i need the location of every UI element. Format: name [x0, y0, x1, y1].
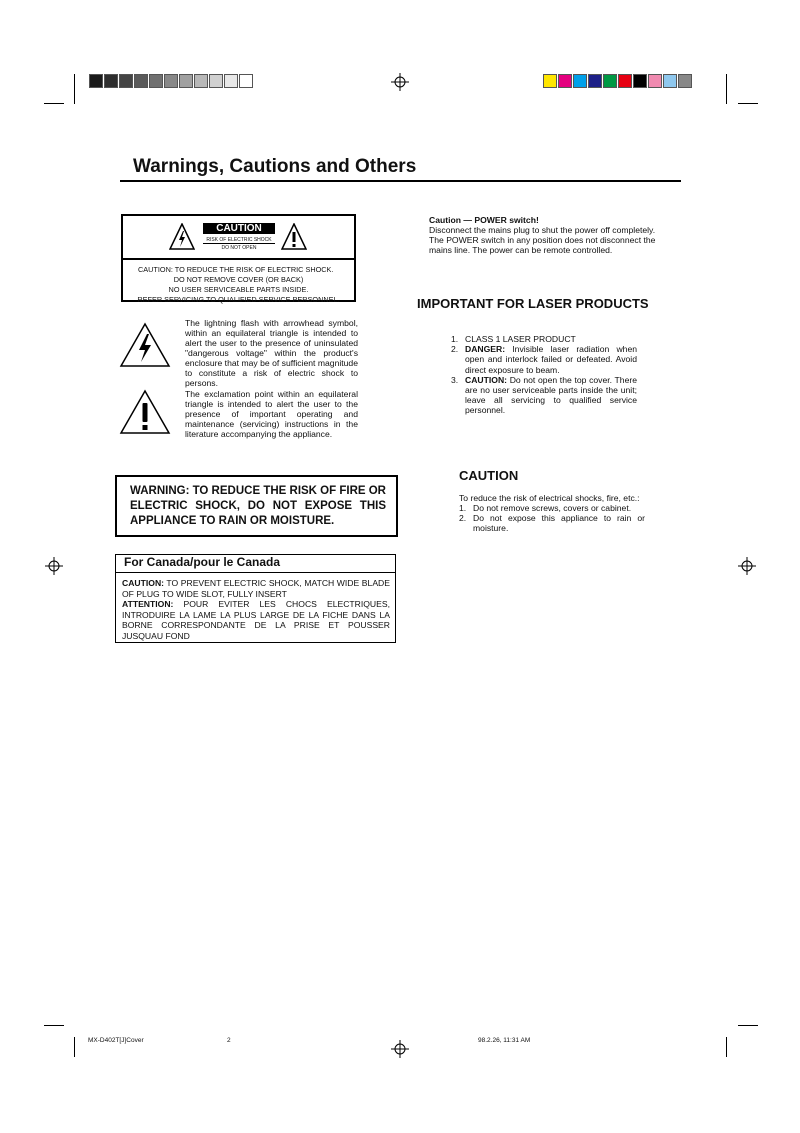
list-item [451, 344, 637, 375]
lightning-triangle-icon [169, 223, 195, 251]
exclamation-symbol-description: The exclamation point within an equilateral triangle is intended to alert the user to the presence of important operating and maintenance (servicing) instructions in the literature accompanying the appliance. [185, 389, 358, 439]
color-swatch [678, 74, 692, 88]
caution-list [459, 503, 645, 534]
list-number: 2. [459, 513, 467, 524]
color-swatch [119, 74, 133, 88]
list-item [459, 513, 645, 533]
caution-heading: CAUTION [459, 468, 519, 483]
caution-line: REFER SERVICING TO QUALIFIED SERVICE PERSONNEL. [137, 295, 340, 304]
canada-attention-label: ATTENTION: [122, 599, 174, 609]
color-swatch [648, 74, 662, 88]
power-switch-body: Disconnect the mains plug to shut the power off completely. The POWER switch in any position does not disconnect the mains line. The power can be remote controlled. [429, 225, 656, 256]
color-swatch [633, 74, 647, 88]
color-swatch [558, 74, 572, 88]
crop-mark [74, 74, 75, 104]
color-swatch [618, 74, 632, 88]
page-title: Warnings, Cautions and Others [133, 156, 417, 177]
list-item [451, 375, 637, 416]
list-number: 1. [451, 334, 459, 344]
lightning-triangle-icon [119, 322, 171, 368]
exclamation-triangle-icon [281, 223, 307, 251]
color-swatch [179, 74, 193, 88]
exclamation-triangle-icon [119, 389, 171, 435]
laser-list [451, 334, 637, 416]
crop-mark [738, 103, 758, 104]
footer-date: 98.2.26, 11:31 AM [478, 1037, 531, 1044]
color-swatch [588, 74, 602, 88]
canada-body [122, 578, 390, 641]
color-swatch [603, 74, 617, 88]
canada-caution-text: TO PREVENT ELECTRIC SHOCK, MATCH WIDE BLADE OF PLUG TO WIDE SLOT, FULLY INSERT [122, 578, 390, 599]
list-item-text: CLASS 1 LASER PRODUCT [465, 334, 576, 344]
crop-mark [44, 1025, 64, 1026]
lightning-symbol-description: The lightning flash with arrowhead symbol, within an equilateral triangle is intended to alert the user to the presence of uninsulated "dangerous voltage" within the product's enclosure that may be of sufficient magnitude to constitute a risk of electric shock to persons. [185, 318, 358, 388]
color-swatch [164, 74, 178, 88]
footer-filename: MX-D402T[J]Cover [88, 1037, 144, 1044]
color-swatch [573, 74, 587, 88]
warning-box: WARNING: TO REDUCE THE RISK OF FIRE OR ELECTRIC SHOCK, DO NOT EXPOSE THIS APPLIANCE TO RAIN OR MOISTURE. [115, 475, 398, 537]
power-switch-heading: Caution — POWER switch! [429, 215, 539, 225]
color-swatch [209, 74, 223, 88]
caution-label-box [121, 214, 356, 302]
list-item-label: DANGER: [465, 344, 506, 355]
list-item [451, 334, 637, 344]
color-swatch [149, 74, 163, 88]
grayscale-bar [89, 74, 254, 88]
list-item-text: Invisible laser radiation when open and interlock failed or defeated. Avoid direct exposure to beam. [465, 344, 637, 375]
list-number: 3. [451, 374, 459, 385]
crop-mark [74, 1037, 75, 1057]
list-item-text: Do not remove screws, covers or cabinet. [473, 503, 632, 513]
caution-label-header [123, 216, 354, 260]
caution-sub-risk: RISK OF ELECTRIC SHOCK [206, 237, 272, 243]
registration-mark-icon [391, 73, 409, 91]
caution-label: CAUTION [203, 223, 275, 234]
canada-attention-text: POUR EVITER LES CHOCS ELECTRIQUES, INTRODUIRE LA LAME LA PLUS LARGE DE LA FICHE DANS LA BORNE CORRESPONDANTE DE LA PRISE ET POUSSER JUSQUAU FOND [122, 599, 390, 641]
list-item-label: CAUTION: [465, 374, 508, 385]
list-number: 2. [451, 344, 459, 355]
caution-lines [123, 265, 354, 305]
color-swatch [134, 74, 148, 88]
caution-sub-open: DO NOT OPEN [221, 245, 257, 251]
crop-mark [44, 103, 64, 104]
list-number: 1. [459, 503, 467, 513]
color-bar [543, 74, 693, 88]
list-item-text: Do not expose this appliance to rain or moisture. [473, 513, 645, 534]
color-swatch [663, 74, 677, 88]
laser-heading: IMPORTANT FOR LASER PRODUCTS [417, 296, 649, 311]
canada-title: For Canada/pour le Canada [124, 555, 281, 569]
canada-caution-label: CAUTION: [122, 578, 165, 588]
canada-box [115, 554, 396, 643]
color-swatch [104, 74, 118, 88]
caution-sub-rule [203, 243, 275, 244]
caution-line: DO NOT REMOVE COVER (OR BACK) [173, 275, 304, 284]
color-swatch [194, 74, 208, 88]
color-swatch [239, 74, 253, 88]
registration-mark-icon [391, 1040, 409, 1058]
caution-intro: To reduce the risk of electrical shocks, fire, etc.: [459, 493, 640, 503]
color-swatch [224, 74, 238, 88]
color-swatch [543, 74, 557, 88]
crop-mark [738, 1025, 758, 1026]
registration-mark-icon [738, 557, 756, 575]
color-swatch [89, 74, 103, 88]
caution-line: NO USER SERVICEABLE PARTS INSIDE. [168, 285, 309, 294]
crop-mark [726, 1037, 727, 1057]
title-rule [120, 180, 681, 182]
list-item-text: Do not open the top cover. There are no user serviceable parts inside the unit; leave all servicing to qualified service personnel. [465, 374, 637, 416]
footer-page-number: 2 [227, 1037, 231, 1044]
caution-line: CAUTION: TO REDUCE THE RISK OF ELECTRIC SHOCK. [138, 265, 334, 274]
canada-rule [116, 572, 395, 573]
list-item [459, 503, 645, 513]
crop-mark [726, 74, 727, 104]
registration-mark-icon [45, 557, 63, 575]
